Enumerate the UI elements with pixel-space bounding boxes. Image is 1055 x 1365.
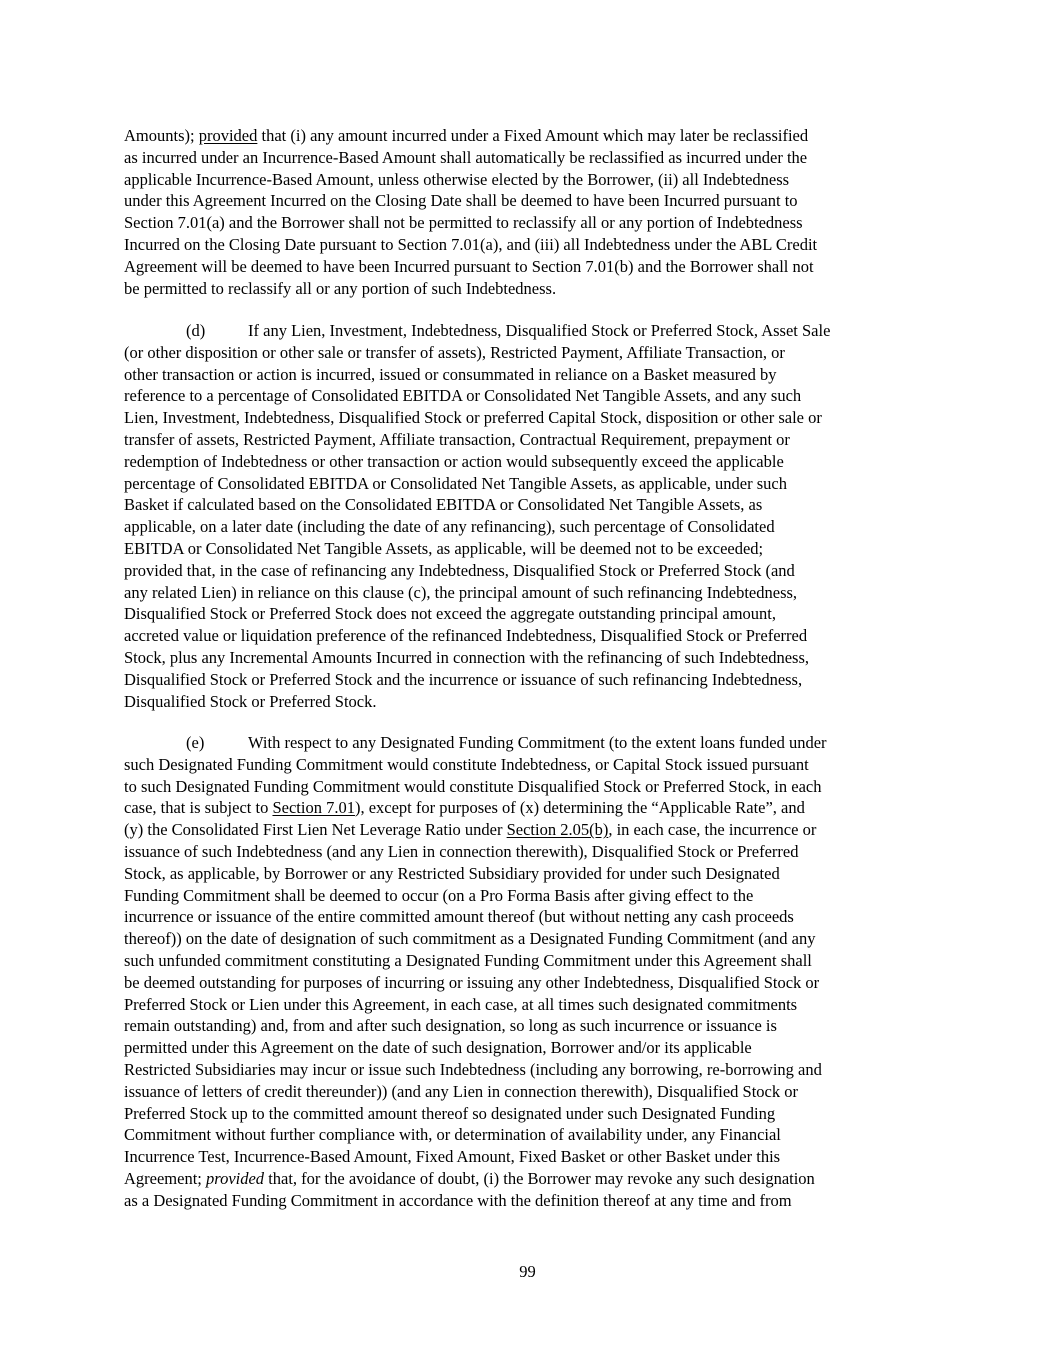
text-run: , in each case, the incurrence or issuance of such Indebtedness (and any Lien in connection therewith), Disqualified Stock or Preferred Stock, as applicable, by Borrower or any Restricted Subsidiary provided for under such Designated Funding Commitment shall be deemed to occur (on a Pro Forma Basis after giving effect to the incurrence or issuance of the entire committed amount thereof (but without netting any cash proceeds thereof)) on the date of designation of such commitment as a Designated Funding Commitment (and any such unfunded commitment constituting a Designated Funding Commitment under this Agreement shall be deemed outstanding for purposes of incurring or issuing any other Indebtedness, Disqualified Stock or Preferred Stock or Lien under this Agreement, in each case, at all times such designated commitments remain outstanding) and, from and after such designation, so long as such incurrence or issuance is permitted under this Agreement on the date of such designation, Borrower and/or its applicable Restricted Subsidiaries may incur or issue such Indebtedness (including any borrowing, re-borrowing and issuance of letters of credit thereunder)) (and any Lien in connection therewith), Disqualified Stock or Preferred Stock up to the committed amount thereof so designated under such Designated Funding Commitment without further compliance with, or determination of availability under, any Financial Incurrence Test, Incurrence-Based Amount, Fixed Amount, Fixed Basket or other Basket under this Agreement; (124, 820, 822, 1188)
section-7-01-link[interactable]: Section 7.01 (272, 798, 355, 818)
paragraph-c-continuation (124, 125, 936, 299)
section-2-05b-link[interactable]: Section 2.05(b) (506, 820, 609, 840)
page-number: 99 (519, 1262, 536, 1281)
clause-d-text: If any Lien, Investment, Indebtedness, Disqualified Stock or Preferred Stock, Asset Sale (or other disposition or other sale or transfer of assets), Restricted Payment, Affiliate Transaction, or other transaction or action is incurred, issued or consummated in reliance on a Basket measured by reference to a percentage of Consolidated EBITDA or Consolidated Net Tangible Assets, and any such Lien, Investment, Indebtedness, Disqualified Stock or preferred Capital Stock, disposition or other sale or transfer of assets, Restricted Payment, Affiliate transaction, Contractual Requirement, prepayment or redemption of Indebtedness or other transaction or action would subsequently exceed the applicable percentage of Consolidated EBITDA or Consolidated Net Tangible Assets, as applicable, under such Basket if calculated based on the Consolidated EBITDA or Consolidated Net Tangible Assets, as applicable, on a later date (including the date of any refinancing), such percentage of Consolidated EBITDA or Consolidated Net Tangible Assets, as applicable, will be deemed not to be exceeded; provided that, in the case of refinancing any Indebtedness, Disqualified Stock or Preferred Stock (and any related Lien) in reliance on this clause (c), the principal amount of such refinancing Indebtedness, Disqualified Stock or Preferred Stock does not exceed the aggregate outstanding principal amount, accreted value or liquidation preference of the refinanced Indebtedness, Disqualified Stock or Preferred Stock, plus any Incremental Amounts Incurred in connection with the refinancing of such Indebtedness, Disqualified Stock or Preferred Stock and the incurrence or issuance of such refinancing Indebtedness, Disqualified Stock or Preferred Stock. (124, 321, 831, 711)
provided-term: provided (198, 126, 258, 145)
clause-label-e: (e) (186, 733, 205, 752)
paragraph-d (124, 320, 936, 712)
text-run: Amounts); (124, 126, 199, 145)
paragraph-e (124, 732, 936, 1212)
text-run: that (i) any amount incurred under a Fixed Amount which may later be reclassified as incurred under an Incurrence-Based Amount shall automatically be reclassified as incurred under the applicable Incurrence-Based Amount, unless otherwise elected by the Borrower, (ii) all Indebtedness under this Agreement Incurred on the Closing Date shall be deemed to have been Incurred pursuant to Section 7.01(a) and the Borrower shall not be permitted to reclassify all or any portion of Indebtedness Incurred on the Closing Date pursuant to Section 7.01(a), and (iii) all Indebtedness under the ABL Credit Agreement will be deemed to have been Incurred pursuant to Section 7.01(b) and the Borrower shall not be permitted to reclassify all or any portion of such Indebtedness. (124, 126, 818, 298)
clause-label-d: (d) (186, 321, 206, 340)
text-run: ), except for purposes of (x) determining the “Applicable Rate”, and (y) the Consolidated First Lien Net Leverage Ratio under (124, 798, 805, 840)
provided-term: provided (206, 1168, 265, 1188)
text-run: that, for the avoidance of doubt, (i) the Borrower may revoke any such designation as a Designated Funding Commitment in accordance with the definition thereof at any time and from (124, 1168, 815, 1210)
text-run: With respect to any Designated Funding Commitment (to the extent loans funded under such Designated Funding Commitment would constitute Indebtedness, or Capital Stock issued pursuant to such Designated Funding Commitment would constitute Disqualified Stock or Preferred Stock, in each case, that is subject to (124, 733, 827, 818)
